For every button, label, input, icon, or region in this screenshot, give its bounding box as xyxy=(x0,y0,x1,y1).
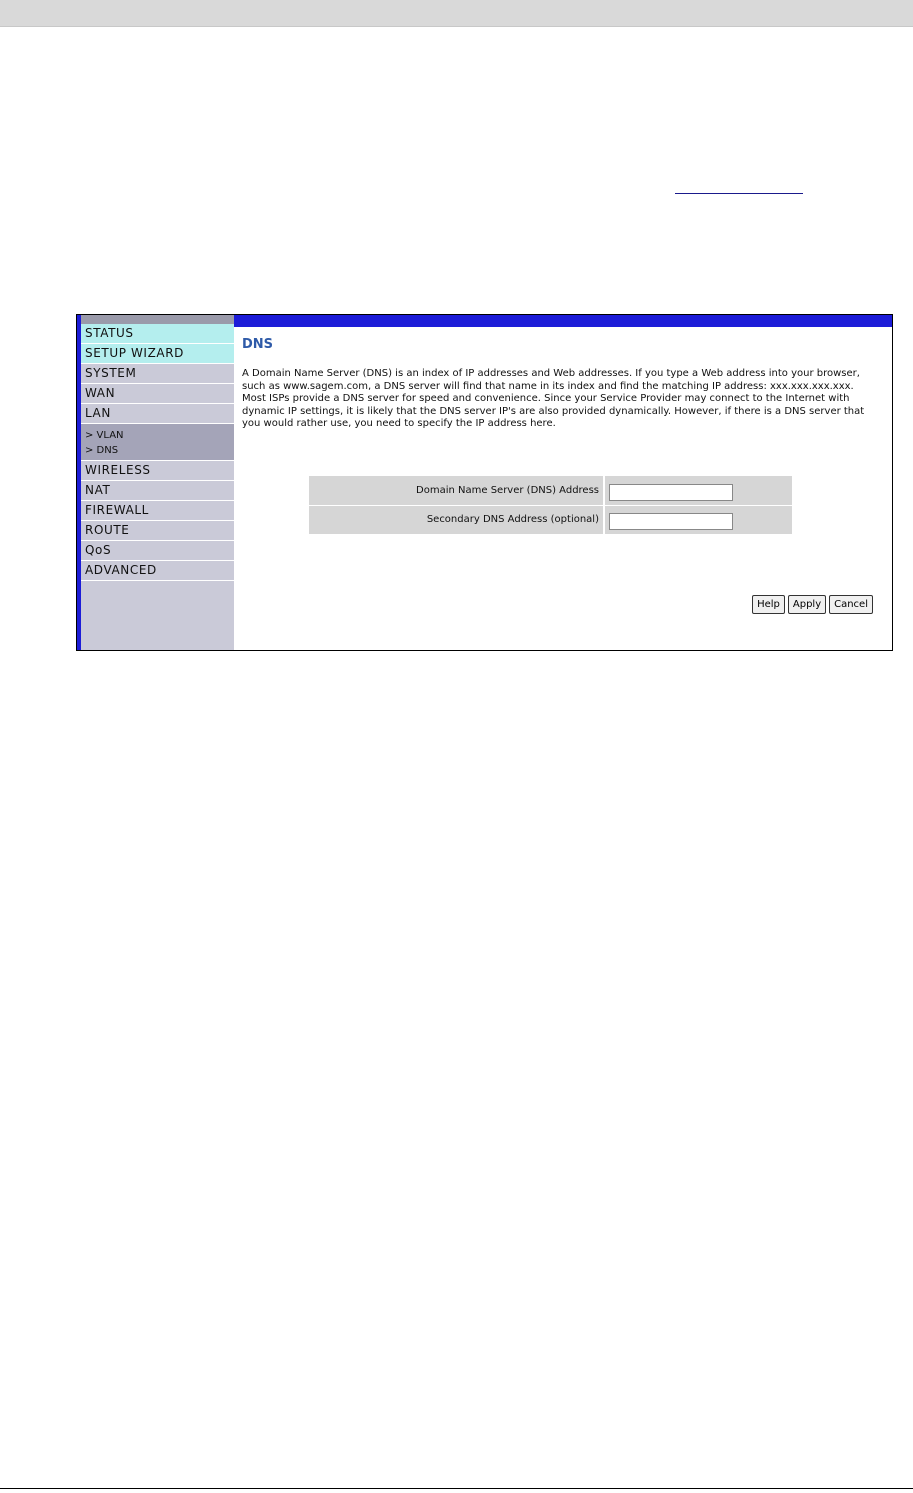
action-buttons xyxy=(752,595,873,614)
sidebar-item-qos[interactable]: QoS xyxy=(81,541,234,561)
document-link-underline xyxy=(675,193,803,194)
sidebar-item-nat[interactable]: NAT xyxy=(81,481,234,501)
router-admin-screenshot xyxy=(76,314,893,651)
sidebar-item-route[interactable]: ROUTE xyxy=(81,521,234,541)
sidebar-subitem-vlan[interactable]: > VLAN xyxy=(85,430,124,441)
sidebar-item-wireless[interactable]: WIRELESS xyxy=(81,461,234,481)
apply-button[interactable]: Apply xyxy=(788,595,826,614)
sidebar-item-wan[interactable]: WAN xyxy=(81,384,234,404)
primary-dns-cell xyxy=(604,476,792,505)
dns-settings-form xyxy=(309,476,792,535)
page-title: DNS xyxy=(242,337,274,352)
sidebar-header xyxy=(81,315,234,324)
sidebar-item-system[interactable]: SYSTEM xyxy=(81,364,234,384)
document-header-bar xyxy=(0,0,913,27)
main-content xyxy=(242,337,872,431)
sidebar-item-advanced[interactable]: ADVANCED xyxy=(81,561,234,581)
primary-dns-label: Domain Name Server (DNS) Address xyxy=(309,476,604,505)
secondary-dns-label: Secondary DNS Address (optional) xyxy=(309,505,604,534)
help-button[interactable]: Help xyxy=(752,595,785,614)
primary-dns-row xyxy=(309,476,792,505)
lan-submenu xyxy=(81,424,234,461)
document-footer-rule xyxy=(0,1488,913,1489)
sidebar-subitem-dns[interactable]: > DNS xyxy=(85,445,119,456)
primary-dns-input[interactable] xyxy=(609,484,733,501)
cancel-button[interactable]: Cancel xyxy=(829,595,873,614)
secondary-dns-row xyxy=(309,505,792,534)
sidebar-item-firewall[interactable]: FIREWALL xyxy=(81,501,234,521)
secondary-dns-cell xyxy=(604,505,792,534)
sidebar-item-status[interactable]: STATUS xyxy=(81,324,234,344)
page-description: A Domain Name Server (DNS) is an index of IP addresses and Web addresses. If you type a Web address into your browser, such as www.sagem.com, a DNS server will find that name in its index and find the matching IP address: xxx.xxx.xxx.xxx. Most ISPs provide a DNS server for speed and convenience. Since your Service Provider may connect to the Internet with dynamic IP settings, it is likely that the DNS server IP's are also provided dynamically. However, if there is a DNS server that you would rather use, you need to specify the IP address here. xyxy=(242,368,865,430)
sidebar-item-setup-wizard[interactable]: SETUP WIZARD xyxy=(81,344,234,364)
secondary-dns-input[interactable] xyxy=(609,513,733,530)
sidebar-item-lan[interactable]: LAN xyxy=(81,404,234,424)
sidebar xyxy=(81,315,234,650)
top-accent-stripe xyxy=(234,315,892,327)
